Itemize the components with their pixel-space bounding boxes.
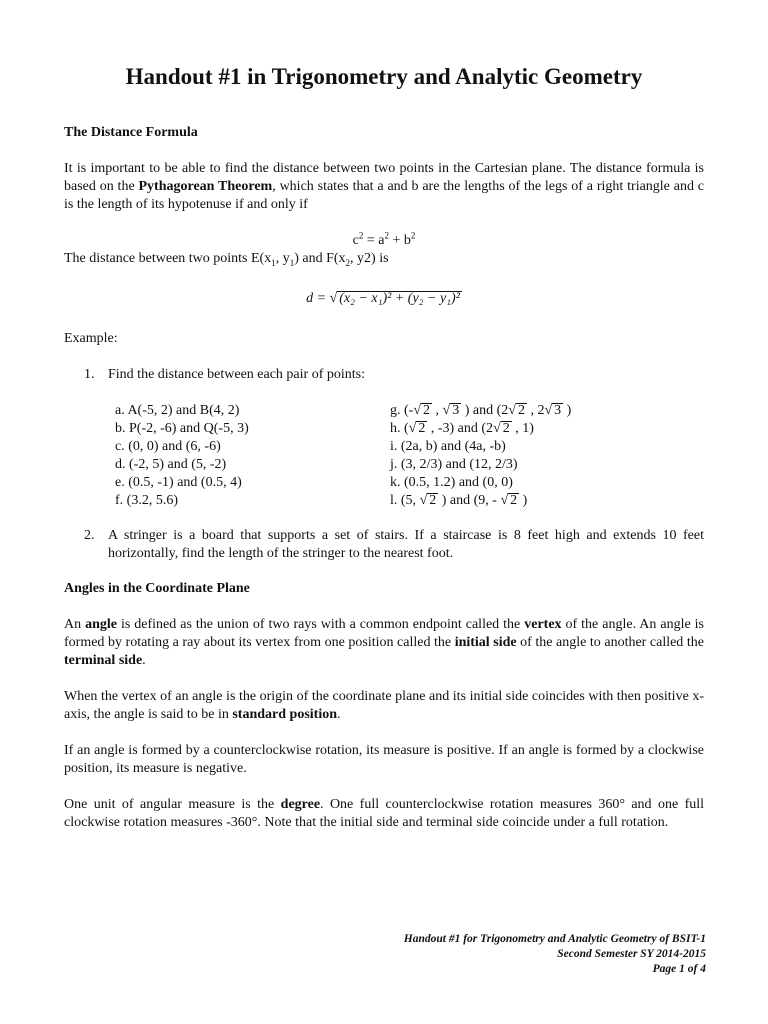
radical-sign-icon	[330, 291, 338, 306]
list-item: f. (3.2, 5.6)	[115, 493, 178, 508]
paragraph-pythagorean-intro: It is important to be able to find the distance between two points in the Cartesian plane. The distance formula is based on the Pythagorean Theorem, which states that a and b are the lengths of the legs of a right triangle and c is the length of its hypotenuse if and only if	[64, 161, 705, 212]
footer-line-page: Page 1 of 4	[652, 963, 706, 975]
paragraph-standard-position: When the vertex of an angle is the origin of the coordinate plane and its initial side coincides with then positive x-axis, the angle is said to be in standard position.	[64, 689, 704, 722]
page-title: Handout #1 in Trigonometry and Analytic Geometry	[125, 64, 643, 89]
list-item: g. (-√ 2 , √ 3 ) and (2√ 2 , 2√ 3 )	[390, 402, 571, 420]
point-pair-list	[115, 402, 249, 510]
footer-line-title: Handout #1 for Trigonometry and Analytic Geometry of BSIT-1	[403, 933, 706, 945]
example-label: Example:	[64, 331, 118, 346]
list-item: b. P(-2, -6) and Q(-5, 3)	[115, 421, 249, 436]
section-heading-angles: Angles in the Coordinate Plane	[64, 581, 250, 596]
list-item: e. (0.5, -1) and (0.5, 4)	[115, 475, 242, 490]
footer-line-semester: Second Semester SY 2014-2015	[557, 948, 706, 960]
paragraph-distance-points: The distance between two points $E(x_1$, $y_1$) and $F(x_2$, y2) is	[64, 251, 389, 268]
section-heading-distance-formula: The Distance Formula	[64, 125, 198, 140]
paragraph-rotation-sign: If an angle is formed by a counterclockwise rotation, its measure is positive. If an angle is formed by a clockwise position, its measure is negative.	[64, 743, 704, 776]
page-footer	[404, 932, 706, 977]
pythagorean-equation: $c^2 = a^2 + b^2$	[352, 230, 416, 248]
list-item: j. (3, 2/3) and (12, 2/3)	[390, 457, 518, 472]
list-item-2: A stringer is a board that supports a set of stairs. If a staircase is 8 feet high and extends 10 feet horizontally, find the length of the stringer to the nearest foot.	[108, 528, 704, 561]
list-item: h. (√ 2 , -3) and (2√ 2 , 1)	[390, 420, 571, 438]
list-number-1: 1.	[84, 367, 95, 382]
list-item: c. (0, 0) and (6, -6)	[115, 439, 221, 454]
list-item: l. (5, √ 2 ) and (9, - √ 2 )	[390, 492, 571, 510]
point-pair-list-right	[390, 402, 571, 510]
distance-formula: d = √ (x₂ − x₁)² + (y₂ − y₁)²	[64, 290, 704, 308]
paragraph-degree: One unit of angular measure is the degree. One full counterclockwise rotation measures 360° and one full clockwise rotation measures -360°. Note that the initial side and terminal side coincide under a full rotation.	[64, 797, 705, 830]
list-item-1: Find the distance between each pair of points:	[108, 367, 365, 382]
list-number-2: 2.	[84, 528, 95, 543]
list-item: i. (2a, b) and (4a, -b)	[390, 439, 506, 454]
paragraph-angle-definition: An angle is defined as the union of two rays with a common endpoint called the vertex of the angle. An angle is formed by rotating a ray about its vertex from one position called the initial side of the angle to another called the terminal side.	[64, 617, 704, 668]
list-item: d. (-2, 5) and (5, -2)	[115, 457, 227, 472]
list-item: a. A(-5, 2) and B(4, 2)	[115, 403, 240, 418]
list-item: k. (0.5, 1.2) and (0, 0)	[390, 475, 513, 490]
